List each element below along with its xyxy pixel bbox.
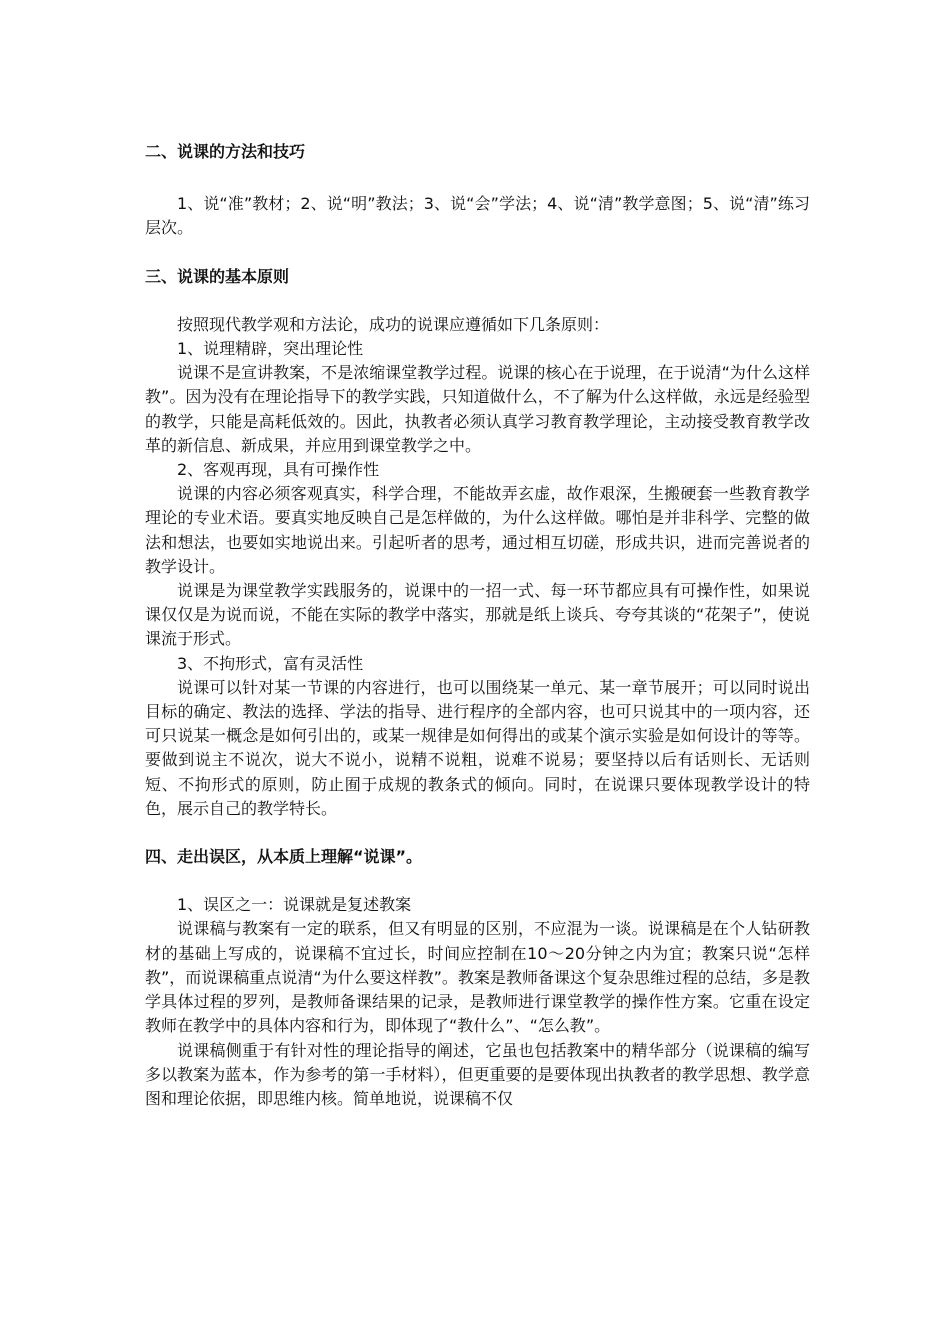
- document-page: [145, 140, 810, 1111]
- section-3-paragraph-3: 说课是为课堂教学实践服务的，说课中的一招一式、每一环节都应具有可操作性，如果说课仅仅是为说而说，不能在实际的教学中落实，那就是纸上谈兵、夸夸其谈的“花架子”，使说课流于形式。: [145, 581, 810, 649]
- section-3-item-2: 2、客观再现，具有可操作性: [177, 460, 380, 480]
- section-3-paragraph-2: 说课的内容必须客观真实，科学合理，不能故弄玄虚，故作艰深，生搬硬套一些教育教学理论的专业术语。要真实地反映自己是怎样做的，为什么这样做。哪怕是并非科学、完整的做法和想法，也要如实地说出来。引起听者的思考，通过相互切磋，形成共识，进而完善说者的教学设计。: [145, 484, 810, 576]
- section-3-heading: 三、说课的基本原则: [145, 266, 290, 286]
- section-4-item-1: 1、误区之一：说课就是复述教案: [177, 895, 412, 915]
- section-4-paragraph-1: 说课稿与教案有一定的联系，但又有明显的区别，不应混为一谈。说课稿是在个人钻研教材的基础上写成的，说课稿不宜过长，时间应控制在10～20分钟之内为宜；教案只说“怎样教”，而说课稿重点说清“为什么要这样教”。教案是教师备课这个复杂思维过程的总结，多是教学具体过程的罗列，是教师备课结果的记录，是教师进行课堂教学的操作性方案。它重在设定教师在教学中的具体内容和行为，即体现了“教什么”、“怎么教”。: [145, 919, 810, 1036]
- section-2-heading: 二、说课的方法和技巧: [145, 142, 306, 161]
- section-3-intro: 按照现代教学观和方法论，成功的说课应遵循如下几条原则：: [177, 314, 610, 334]
- section-3-paragraph-4: 说课可以针对某一节课的内容进行，也可以围绕某一单元、某一章节展开；可以同时说出目标的确定、教法的选择、学法的指导、进行程序的全部内容，也可只说其中的一项内容，还可只说某一概念是如何引出的，或某一规律是如何得出的或某个演示实验是如何设计的等等。要做到说主不说次，说大不说小，说精不说粗，说难不说易；要坚持以后有话则长、无话则短、不拘形式的原则，防止囿于成规的教条式的倾向。同时，在说课只要体现教学设计的特色，展示自己的教学特长。: [145, 677, 810, 818]
- section-4-paragraph-2: 说课稿侧重于有针对性的理论指导的阐述，它虽也包括教案中的精华部分（说课稿的编写多以教案为蓝本，作为参考的第一手材料），但更重要的是要体现出执教者的教学思想、教学意图和理论依据，即思维内核。简单地说，说课稿不仅: [145, 1040, 810, 1108]
- section-4-heading: 四、走出误区，从本质上理解“说课”。: [145, 847, 423, 867]
- section-3-item-1: 1、说理精辟，突出理论性: [177, 339, 364, 359]
- section-3-item-3: 3、不拘形式，富有灵活性: [177, 653, 364, 673]
- section-3-paragraph-1: 说课不是宣讲教案，不是浓缩课堂教学过程。说课的核心在于说理，在于说清“为什么这样教”。因为没有在理论指导下的教学实践，只知道做什么，不了解为什么这样做，永远是经验型的教学，只能是高耗低效的。因此，执教者必须认真学习教育教学理论，主动接受教育教学改革的新信息、新成果，并应用到课堂教学之中。: [145, 363, 810, 455]
- section-2-paragraph: 1、说“准”教材；2、说“明”教法；3、说“会”学法；4、说“清”教学意图；5、说“清”练习层次。: [145, 194, 810, 238]
